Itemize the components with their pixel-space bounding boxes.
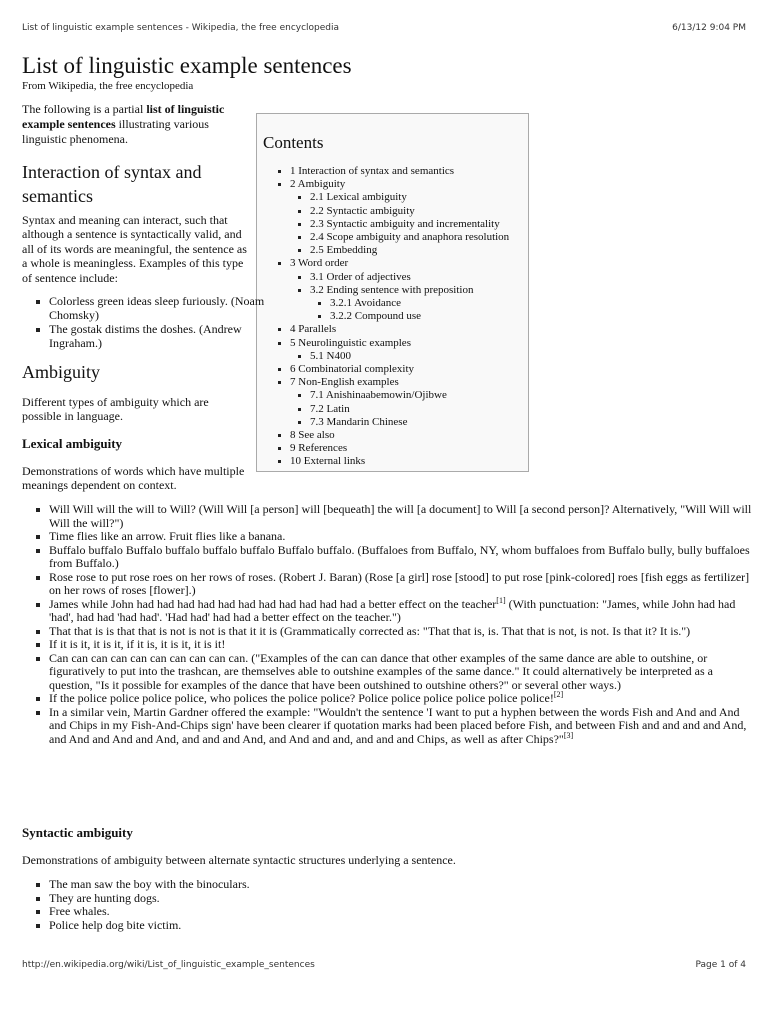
example-text: If it is it, it is it, if it is, it is it, it is it! (49, 637, 226, 651)
syntactic-examples-list (31, 878, 649, 932)
toc-item[interactable] (290, 442, 530, 455)
toc-item[interactable] (310, 403, 530, 416)
page-title: List of linguistic example sentences (22, 53, 352, 78)
list-item (49, 625, 759, 639)
list-item (49, 638, 759, 652)
list-item (49, 530, 759, 544)
list-item (49, 595, 759, 625)
list-item: The man saw the boy with the binoculars. (49, 878, 649, 892)
subsection-heading-syntactic: Syntactic ambiguity (22, 825, 133, 840)
example-text: Buffalo buffalo Buffalo buffalo buffalo buffalo Buffalo buffalo. (Buffaloes from Buffalo, NY, whom buffaloes from Buffalo bully, bully buffaloes from Buffalo.) (49, 542, 750, 570)
toc-sublist (290, 389, 530, 429)
toc-item-label[interactable]: 1 Interaction of syntax and semantics (290, 165, 455, 177)
list-item: They are hunting dogs. (49, 892, 649, 906)
toc-item-label[interactable]: 3.1 Order of adjectives (310, 270, 411, 283)
toc-item[interactable] (290, 257, 530, 323)
toc-item[interactable] (290, 337, 530, 363)
toc-item-label[interactable]: 9 References (290, 442, 348, 455)
example-text: Will Will will the will to Will? (Will Will [a person] will [bequeath] the will [a document] to Will [a second person]? Alternatively, "Will Will will Will the will?") (49, 502, 752, 530)
intro-text-post: illustrating various linguistic phenomena. (22, 117, 209, 146)
list-item: The gostak distims the doshes. (Andrew Ingraham.) (49, 323, 271, 350)
example-text: Time flies like an arrow. Fruit flies like a banana. (49, 529, 286, 543)
toc-item-label[interactable]: 3.2 Ending sentence with preposition (310, 283, 474, 296)
ambiguity-paragraph: Different types of ambiguity which are possible in language. (22, 395, 209, 424)
print-header-title: List of linguistic example sentences - Wikipedia, the free encyclopedia (22, 23, 340, 33)
example-text: Rose rose to put rose roes on her rows of roses. (Robert J. Baran) (Rose [a girl] rose [stood] to put rose [pink-colored] roes [fish eggs as fertilizer] on her rows of roses [flower].) (49, 569, 750, 597)
example-text: If the police police police police, who polices the police police? Police police police police police police! (49, 691, 554, 705)
toc-title: Contents (263, 133, 324, 152)
toc-item-label[interactable]: 8 See also (290, 429, 335, 442)
toc-item-label[interactable]: 2.5 Embedding (310, 244, 378, 257)
lexical-examples-list (31, 503, 759, 746)
list-item (49, 652, 759, 693)
toc-item[interactable] (290, 376, 530, 429)
list-item: Police help dog bite victim. (49, 919, 649, 933)
toc-item-label[interactable]: 7.1 Anishinaabemowin/Ojibwe (310, 389, 447, 402)
list-item (49, 692, 759, 706)
toc-item-label[interactable]: 2.3 Syntactic ambiguity and incrementality (310, 217, 500, 230)
toc-item-label[interactable]: 7.3 Mandarin Chinese (310, 415, 408, 428)
toc-item[interactable] (330, 310, 530, 323)
toc-item-label[interactable]: 2.1 Lexical ambiguity (310, 191, 407, 204)
reference-link[interactable]: [1] (496, 595, 506, 605)
list-item: Colorless green ideas sleep furiously. (Noam Chomsky) (49, 295, 271, 322)
toc-item[interactable] (310, 231, 530, 244)
toc-item[interactable] (310, 389, 530, 402)
toc-item[interactable] (290, 429, 530, 442)
reference-link[interactable]: [2] (553, 690, 564, 699)
list-item: Free whales. (49, 905, 649, 919)
toc-item-label[interactable]: 5 Neurolinguistic examples (290, 336, 411, 349)
section-heading-syntax-semantics: Interaction of syntax and semantics (22, 162, 202, 206)
table-of-contents (256, 113, 529, 472)
site-tagline: From Wikipedia, the free encyclopedia (22, 80, 194, 92)
toc-item-label[interactable]: 3.2.2 Compound use (330, 310, 422, 323)
toc-item[interactable] (310, 350, 530, 363)
toc-sublist (310, 297, 530, 323)
example-text: In a similar vein, Martin Gardner offered the example: "Wouldn't the sentence 'I want to put a hyphen between the words Fish and And and And and Chips in my Fish-And-Chips sign' have been clearer if quotation marks had been placed before Fish, and between Fish and and and and And, and And and And and And, and and and And, and And and and, and and and Chips, as well as after Chips?" (49, 704, 747, 746)
toc-item[interactable] (310, 191, 530, 204)
intro-link[interactable]: list of linguistic example sentences (22, 102, 225, 131)
list-item (49, 571, 759, 598)
reference-link[interactable]: [3] (563, 730, 574, 740)
toc-item[interactable] (310, 416, 530, 429)
toc-item-label[interactable]: 2.2 Syntactic ambiguity (310, 204, 415, 217)
example-text: James while John had had had had had had had had had had had a better effect on the teacher (49, 596, 497, 611)
toc-sublist (290, 350, 530, 363)
toc-item-label[interactable]: 4 Parallels (290, 323, 337, 336)
intro-text-pre: The following is a partial (22, 102, 147, 116)
example-text: That that is is that that is not is not is that it it is (Grammatically corrected as: "That that is, is. That that is not, is not. Is that it? It is.") (49, 623, 691, 638)
example-text-after: (With punctuation: "James, while John had had 'had', had had 'had had'. 'Had had' had had a better effect on the teacher.") (49, 596, 736, 624)
list-item (49, 706, 759, 747)
toc-sublist (290, 271, 530, 324)
print-footer-page: Page 1 of 4 (695, 960, 746, 970)
lexical-paragraph: Demonstrations of words which have multiple meanings dependent on context. (22, 464, 245, 493)
toc-item-label[interactable]: 5.1 N400 (310, 349, 351, 362)
toc-list (290, 165, 530, 469)
list-item (49, 544, 759, 571)
toc-item[interactable] (310, 244, 530, 257)
toc-sublist (290, 191, 530, 257)
toc-item[interactable] (310, 284, 530, 324)
toc-item-label[interactable]: 7.2 Latin (310, 402, 350, 415)
toc-item[interactable] (290, 178, 530, 257)
toc-item[interactable] (310, 271, 530, 284)
toc-item[interactable] (290, 165, 530, 178)
toc-item-label[interactable]: 2 Ambiguity (290, 178, 346, 191)
toc-item-label[interactable]: 6 Combinatorial complexity (290, 363, 415, 376)
toc-item-label[interactable]: 10 External links (290, 455, 366, 468)
example-text: Can can can can can can can can can can. ("Examples of the can can dance that other examples of the same dance are able to outshine, or figuratively to put into the trashcan, are themselves able to outshine examples of the same dance." It could alternatively be interpreted as a question, "Is it possible for examples of the dance that have been outshined to outshine others?" or several other ways.) (49, 650, 713, 692)
toc-item-label[interactable]: 3.2.1 Avoidance (330, 297, 401, 310)
toc-item[interactable] (290, 363, 530, 376)
subsection-heading-lexical: Lexical ambiguity (22, 436, 123, 451)
print-footer-url: http://en.wikipedia.org/wiki/List_of_linguistic_example_sentences (22, 960, 315, 970)
toc-item-label[interactable]: 2.4 Scope ambiguity and anaphora resolution (310, 231, 510, 244)
toc-item[interactable] (290, 455, 530, 468)
syntax-paragraph: Syntax and meaning can interact, such that although a sentence is syntactically valid, and all of its words are meaningful, the sentence as a whole is meaningless. Examples of this type of sentence include: (22, 213, 247, 285)
toc-item[interactable] (310, 205, 530, 218)
intro-paragraph (22, 102, 244, 147)
print-header-datetime: 6/13/12 9:04 PM (672, 23, 746, 33)
section-heading-ambiguity: Ambiguity (22, 362, 101, 382)
toc-item[interactable] (310, 218, 530, 231)
syntax-examples-list (31, 295, 271, 351)
toc-item-label[interactable]: 7 Non-English examples (290, 376, 399, 389)
list-item (49, 503, 759, 530)
syntactic-paragraph: Demonstrations of ambiguity between alternate syntactic structures underlying a sentence. (22, 853, 456, 867)
toc-item[interactable] (290, 323, 530, 336)
toc-item-label[interactable]: 3 Word order (290, 257, 349, 270)
toc-item[interactable] (330, 297, 530, 310)
